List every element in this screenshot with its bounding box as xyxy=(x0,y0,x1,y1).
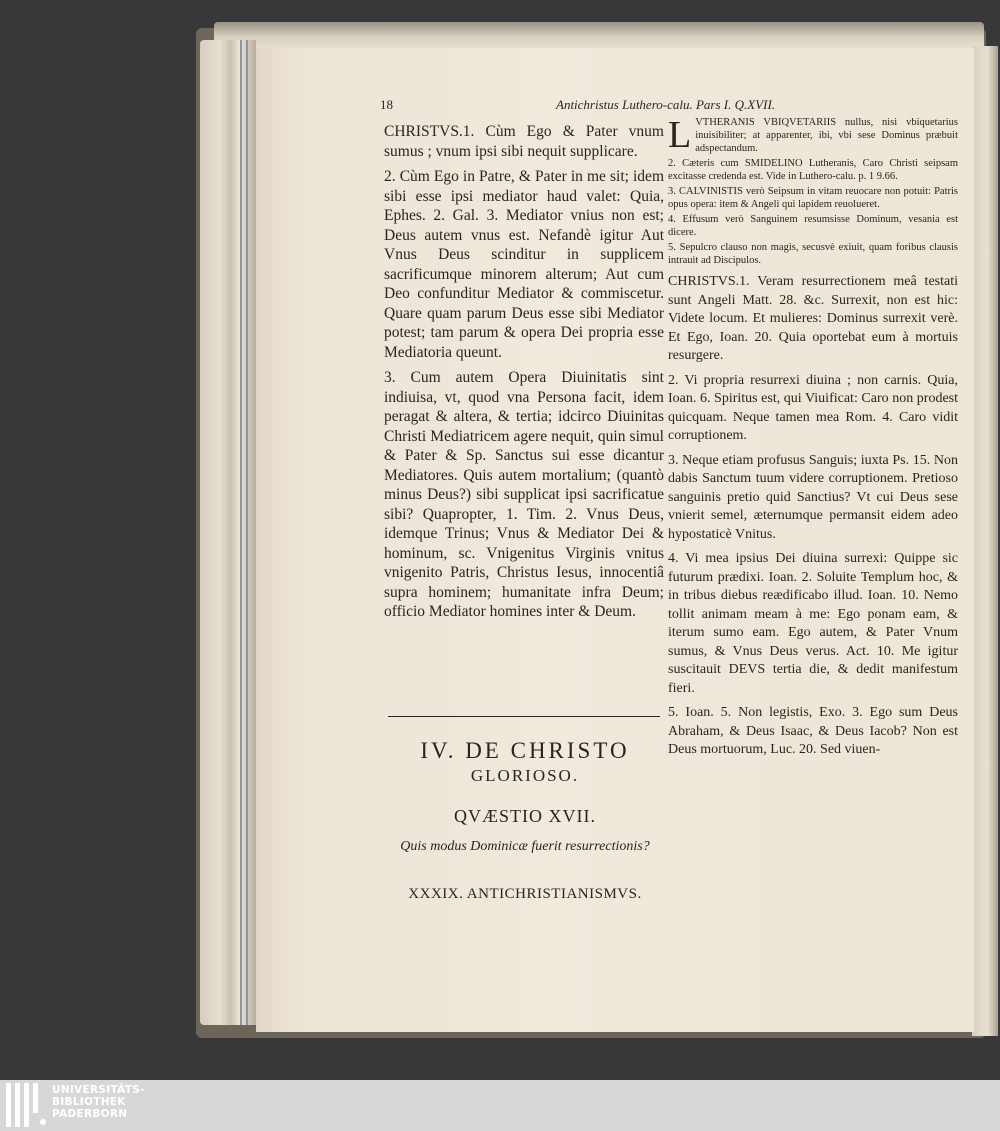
right-paragraph-3: 3. Neque etiam profusus Sanguis; iuxta Ps. 15. Non dabis Sanctum tuum videre corruptionem. Pretioso sanguinis pretio quid Sanctius? Vt cui Deus sese vnierit semel, æternumque permansit eidem adeo hypostaticè Vnitus. xyxy=(668,452,958,542)
logo-line-2: BIBLIOTHEK xyxy=(52,1096,126,1108)
right-paragraph-4: 4. Vi mea ipsius Dei diuina surrexi: Quippe sic futurum prædixi. Ioan. 2. Soluite Templum hoc, & in tribus diebus reædificabo illud. Ioan. 10. Nemo tollit animam meam à me: Ego ponam eam, & iterum sumo eam. Ego autem, & Pater Vnum sumus, & Vnus Deus verus. Act. 10. Me igitur suscitauit DEVS tertia die, & dedit manifestum fieri. xyxy=(668,551,958,696)
right-paragraph-2: 2. Vi propria resurrexi diuina ; non carnis. Quia, Ioan. 6. Spiritus est, qui Viuificat: Caro non prodest quicquam. Neque tamen mea Rom. 4. Caro vidit corruptionem. xyxy=(668,372,958,443)
note-3: 3. CALVINISTIS verò Seipsum in vitam reuocare non potuit: Patris opus opera: item & Angeli qui lapidem reuolueret. xyxy=(668,186,958,210)
right-paragraph-1: CHRISTVS.1. Veram resurrectionem meâ testati sunt Angeli Matt. 28. &c. Surrexit, non est hic: Videte locum. Et mulieres: Dominus surrexit verè. Et Ego, Ioan. 20. Quia oportebat eum à mortuis resurgere. xyxy=(668,274,958,363)
book-page-edges xyxy=(200,40,256,1025)
book-right-edge xyxy=(972,46,998,1036)
right-paragraph-5: 5. Ioan. 5. Non legistis, Exo. 3. Ego sum Deus Abraham, & Deus Isaac, & Deus Iacob? Non est Deus mortuorum, Luc. 20. Sed viuen- xyxy=(668,705,958,757)
library-logo-icon xyxy=(6,1083,46,1127)
logo-line-3: PADERBORN xyxy=(52,1108,128,1120)
page-number: 18 xyxy=(380,97,393,112)
note-5: 5. Sepulcro clauso non magis, secusvè exiuit, quam foribus clausis intrauit ad Discipulos. xyxy=(668,242,958,266)
note-1: VTHERANIS VBIQVETARIIS nullus, nisi vbiquetarius inuisibiliter; at apparenter, ibi, vbi sese Dominus præbuit adspectandum. xyxy=(695,117,958,154)
antichristianismus-heading: XXXIX. ANTICHRISTIANISMVS. xyxy=(408,886,642,902)
note-4: 4. Effusum verò Sanguinem resumsisse Dominum, vesania est dicere. xyxy=(668,214,958,238)
drop-cap: L xyxy=(668,114,692,156)
section-subtitle: GLORIOSO. xyxy=(470,766,580,785)
left-paragraph-2: 2. Cùm Ego in Patre, & Pater in me sit; idem sibi esse ipsi mediator haud valet: Quia, Ephes. 2. Gal. 3. Mediator vnius non est; Deus autem vnus est. Nefandè igitur Aut Vnus Deus scinditur in supplicem sacrificumque minorem alterum; Aut cum Deo confunditur Mediator & commiscetur. Quare quam parum Deus esse sibi Mediator potest; tam parum & opera Dei propria esse Mediatoria queunt. xyxy=(384,168,664,361)
logo-line-1: UNIVERSITÄTS- xyxy=(52,1084,145,1096)
library-logo-text xyxy=(52,1084,145,1120)
note-2: 2. Cæteris cum SMIDELINO Lutheranis, Caro Christi seipsam excitasse credenda est. Vide in Luthero-calu. p. 1 9.66. xyxy=(668,158,958,182)
section-rule xyxy=(388,716,660,717)
left-column xyxy=(384,122,664,628)
left-paragraph-3: 3. Cum autem Opera Diuinitatis sint indiuisa, vt, quod vna Persona facit, idem peragat & altera, & tertia; idcirco Diuinitas Christi Mediatricem agere nequit, quin simul & Pater & Sp. Sanctus sui esse dicantur Mediatores. Quis autem mortalium; (quantò minus Deus?) sibi supplicat ipsi sacrificatue sibi? Quapropter, 1. Tim. 2. Vnus Deus, idemque Trinus; Vnus & Mediator Dei & hominum, sc. Vnigenitus Virginis vnitus vnigenito Patris, Christus Iesus, innocentiâ supra hominem; humanitate infra Deum; officio Mediator homines inter & Deum. xyxy=(384,369,664,620)
left-paragraph-1: CHRISTVS.1. Cùm Ego & Pater vnum sumus ; vnum ipsi sibi nequit supplicare. xyxy=(384,123,664,160)
library-footer xyxy=(0,1080,1000,1131)
question-text: Quis modus Dominicæ fuerit resurrectionis? xyxy=(400,839,650,854)
running-title: Antichristus Luthero-calu. Pars I. Q.XVII. xyxy=(556,97,776,112)
question-heading: QVÆSTIO XVII. xyxy=(454,806,596,826)
section-title: IV. DE CHRISTO xyxy=(420,738,630,763)
right-column xyxy=(668,116,958,766)
